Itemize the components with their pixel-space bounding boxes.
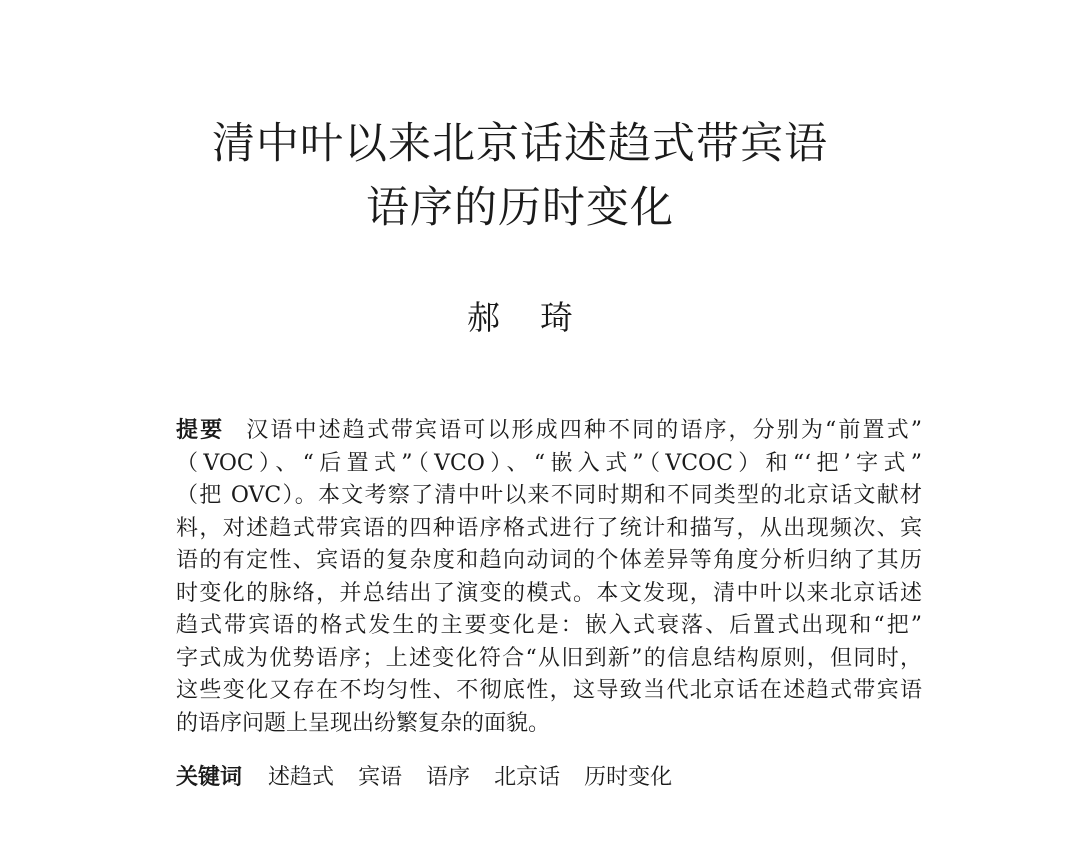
title-line-1: 清中叶以来北京话述趋式带宾语 bbox=[212, 119, 828, 169]
keyword-item: 述趋式 bbox=[268, 765, 335, 790]
abstract-line: （把 OVC）。本文考察了清中叶以来不同时期和不同类型的北京话文献材 bbox=[176, 483, 922, 508]
abstract-line: （VOC）、“后置式”（VCO）、“嵌入式”（VCOC）和“‘把’字式” bbox=[176, 450, 922, 476]
abstract-label: 提要 bbox=[176, 418, 225, 443]
author-name: 郝琦 bbox=[467, 298, 613, 337]
abstract-text: 汉语中述趋式带宾语可以形成四种不同的语序，分别为“前置式” bbox=[246, 418, 922, 443]
abstract-line: 这些变化又存在不均匀性、不彻底性，这导致当代北京话在述趋式带宾语 bbox=[176, 678, 922, 703]
abstract-line: 字式成为优势语序；上述变化符合“从旧到新”的信息结构原则，但同时， bbox=[176, 645, 922, 671]
title-line-2: 语序的历时变化 bbox=[366, 183, 674, 233]
keyword-item: 语序 bbox=[426, 765, 471, 790]
abstract-line: 趋式带宾语的格式发生的主要变化是：嵌入式衰落、后置式出现和“把” bbox=[176, 613, 922, 638]
abstract-line: 料，对述趋式带宾语的四种语序格式进行了统计和描写，从出现频次、宾 bbox=[176, 515, 922, 541]
keywords-label: 关键词 bbox=[176, 765, 243, 790]
abstract-line: 语的有定性、宾语的复杂度和趋向动词的个体差异等角度分析归纳了其历 bbox=[176, 548, 922, 573]
abstract-line: 时变化的脉络，并总结出了演变的模式。本文发现，清中叶以来北京话述 bbox=[176, 580, 922, 606]
abstract-line: 的语序问题上呈现出纷繁复杂的面貌。 bbox=[176, 710, 551, 736]
abstract-line bbox=[176, 415, 922, 448]
keywords bbox=[176, 762, 696, 794]
keyword-item: 北京话 bbox=[494, 765, 561, 790]
paper-title bbox=[0, 112, 1040, 240]
keyword-item: 历时变化 bbox=[584, 765, 673, 790]
keyword-item: 宾语 bbox=[358, 765, 403, 790]
abstract bbox=[176, 415, 922, 740]
